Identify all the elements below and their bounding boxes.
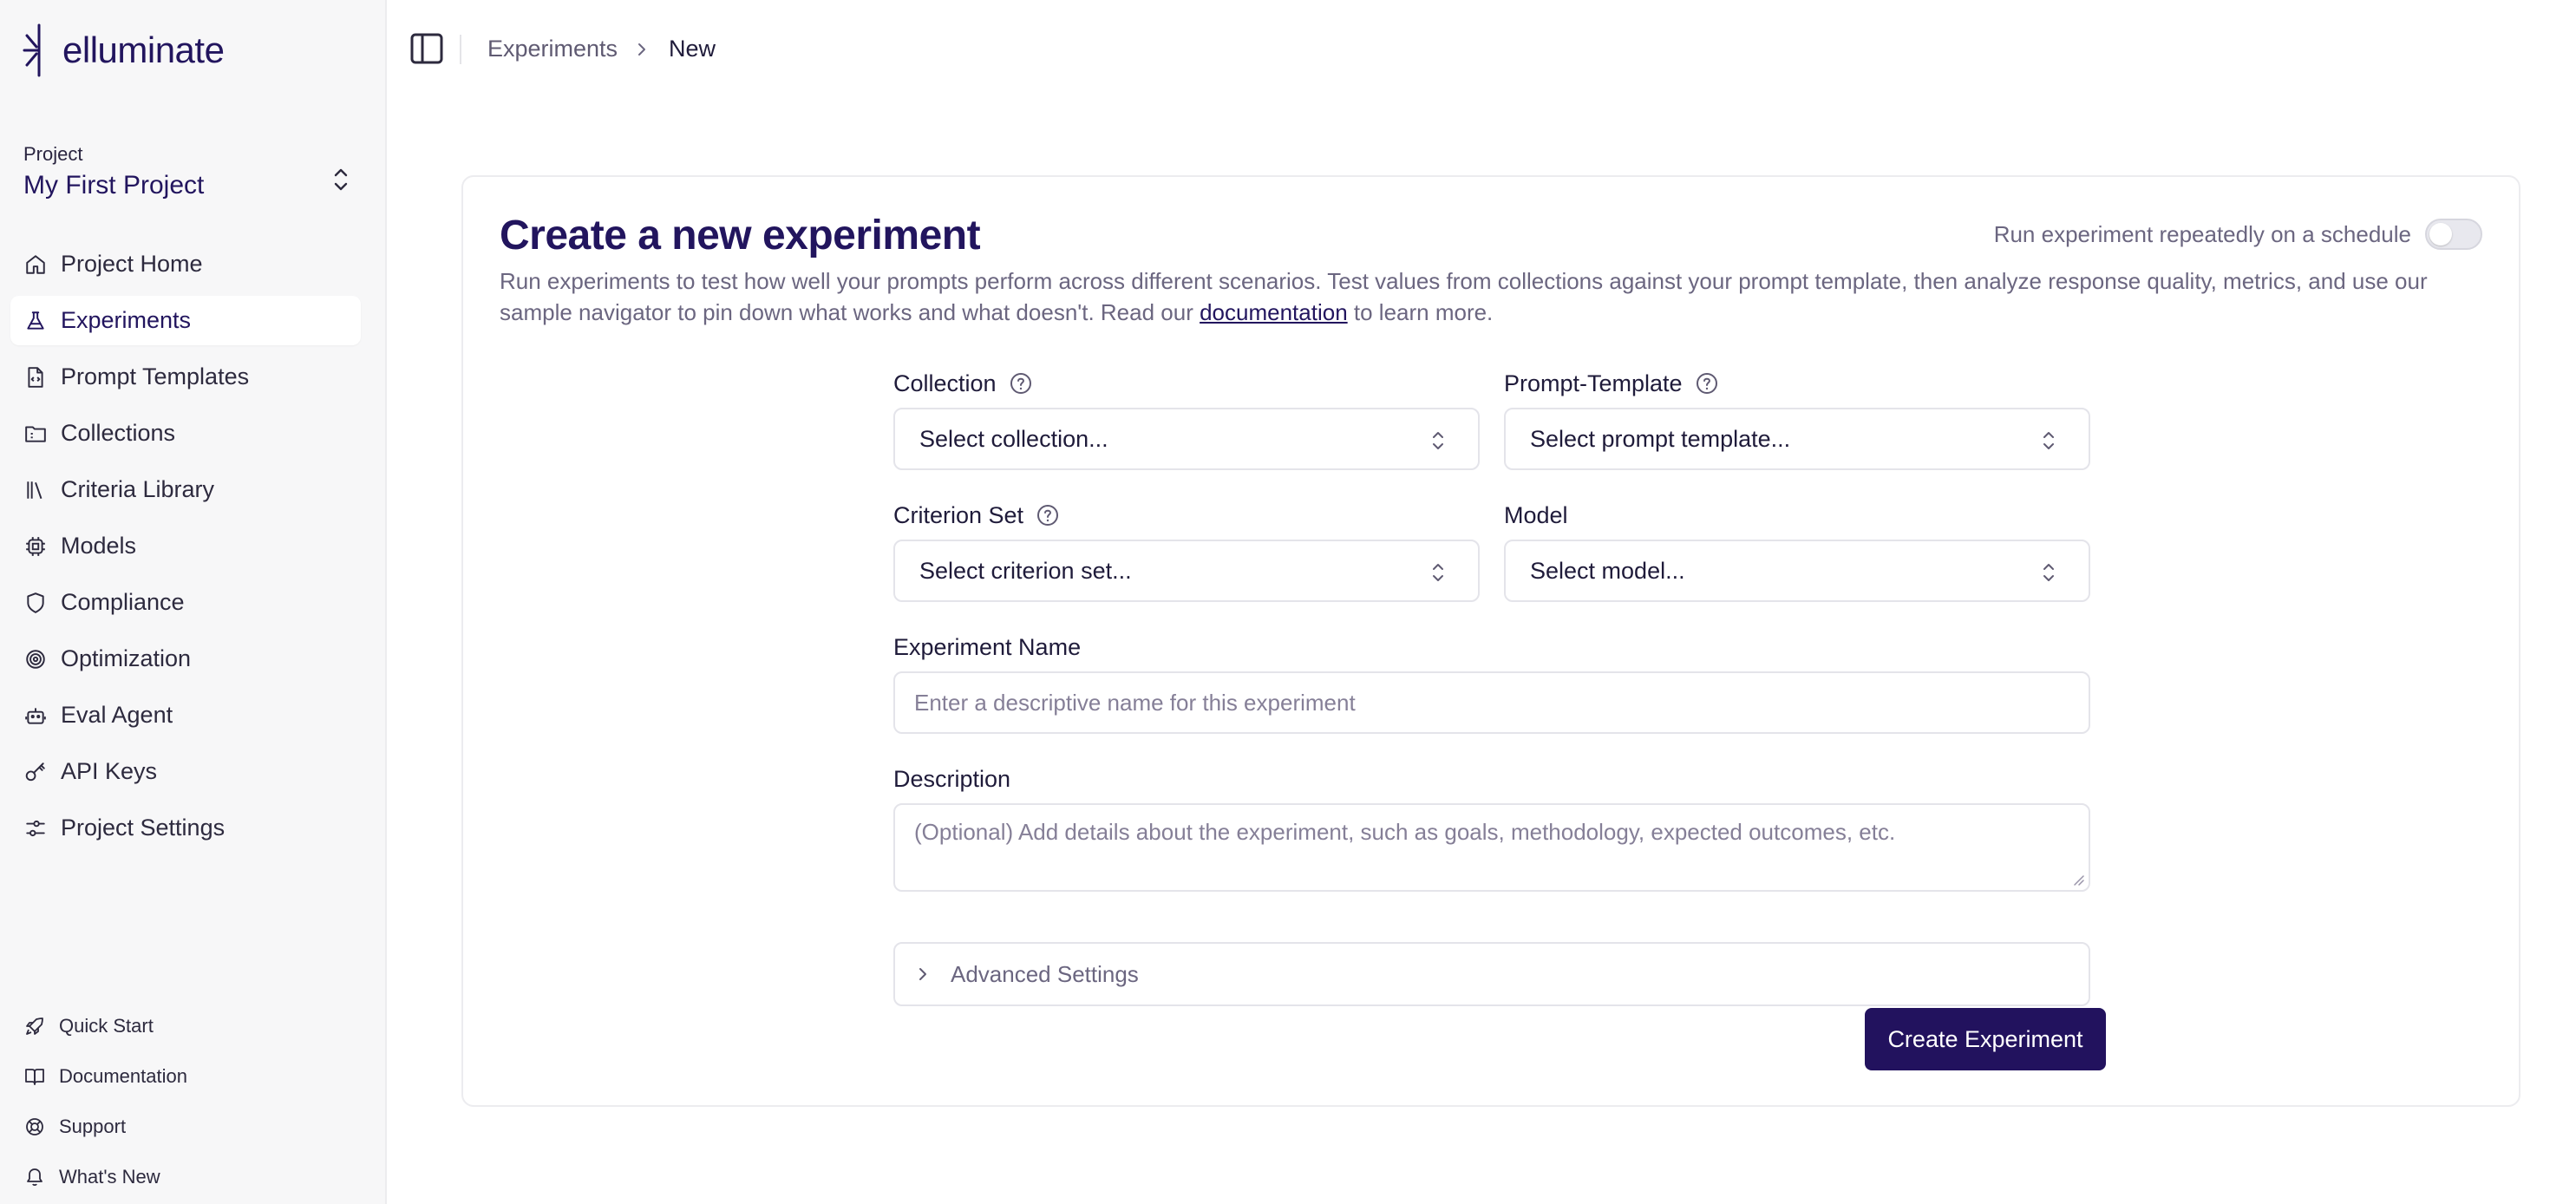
sidebar-item-label: Documentation [59,1065,187,1087]
sidebar-item-label: Project Settings [61,815,226,841]
sidebar-item-label: Project Home [61,251,203,277]
criterion-set-field [893,500,1480,602]
sidebar-item-label: Collections [61,420,176,446]
description-textarea[interactable] [893,803,2090,892]
sidebar-item-prompt-templates[interactable] [10,352,361,402]
sidebar-item-label: Experiments [61,307,192,333]
advanced-settings-toggle[interactable] [893,942,2090,1006]
documentation-link[interactable]: documentation [1200,299,1348,325]
page-title: Create a new experiment [500,213,981,258]
rocket-icon [23,1014,47,1038]
description-text: Run experiments to test how well your prompts perform across different scenarios. Test values from collections against your prompt template, then analyze response quality, metrics, and use our sample navigator to pin down what works and what doesn't. Read our [500,268,2428,325]
chevrons-up-down-icon [1429,429,1447,453]
collection-field [893,368,1480,470]
form-row [893,368,2090,470]
breadcrumb-experiments[interactable]: Experiments [487,36,618,62]
sidebar-item-label: Optimization [61,645,192,671]
criterion-set-label-row [893,500,1480,531]
description-field [893,763,2090,892]
prompt-template-select-value: Select prompt template... [1530,425,1791,452]
sidebar-item-label: Criteria Library [61,476,215,502]
book-icon [23,1064,47,1089]
target-icon [23,646,49,672]
criterion-set-select[interactable] [893,540,1480,602]
collection-label: Collection [893,370,997,396]
description-placeholder: (Optional) Add details about the experiment, such as goals, methodology, expected outcomes, etc. [914,819,1896,845]
library-icon [23,477,49,503]
main-content [387,0,2576,1204]
collection-label-row [893,368,1480,399]
top-bar [387,0,2576,101]
experiment-name-placeholder: Enter a descriptive name for this experiment [914,689,1356,716]
sidebar-item-label: API Keys [61,758,158,784]
model-label-row [1504,500,2090,531]
sidebar-item-models[interactable] [10,521,361,571]
collection-select-value: Select collection... [919,425,1108,452]
chevrons-up-down-icon [2040,560,2057,585]
sidebar-nav [10,239,361,860]
key-icon [23,759,49,785]
sidebar-item-label: Eval Agent [61,702,173,728]
advanced-settings-label: Advanced Settings [951,960,1139,987]
schedule-switch[interactable] [2425,219,2482,250]
page-description [500,265,2477,328]
brand-logo[interactable] [23,23,224,78]
sidebar-item-criteria-library[interactable] [10,465,361,514]
flask-icon [23,308,49,334]
brand-logo-icon [23,23,56,77]
sidebar-item-collections[interactable] [10,409,361,458]
create-experiment-card [461,175,2520,1107]
sidebar-item-support[interactable] [10,1105,361,1148]
schedule-label: Run experiment repeatedly on a schedule [1993,220,2411,247]
experiment-name-field [893,631,2090,734]
project-switcher[interactable] [23,143,353,213]
prompt-template-label-row [1504,368,2090,399]
sidebar-item-whats-new[interactable] [10,1155,361,1199]
bell-icon [23,1165,47,1189]
cpu-icon [23,533,49,559]
sidebar-item-project-home[interactable] [10,239,361,289]
sidebar-bottom-nav [10,1004,361,1204]
sidebar-item-label: Models [61,533,137,559]
help-circle-icon[interactable] [1036,503,1060,527]
sidebar-item-project-settings[interactable] [10,803,361,853]
chevrons-up-down-icon [2040,429,2057,453]
prompt-template-select[interactable] [1504,408,2090,470]
criterion-set-label: Criterion Set [893,501,1024,528]
sidebar-toggle-icon[interactable] [409,31,444,66]
create-experiment-button[interactable]: Create Experiment [1865,1008,2106,1070]
sidebar-item-label: What's New [59,1166,160,1188]
sidebar-item-label: Prompt Templates [61,363,250,389]
chevron-right-icon [914,964,932,985]
help-circle-icon[interactable] [1009,371,1033,396]
criterion-set-select-value: Select criterion set... [919,557,1132,584]
file-code-icon [23,364,49,390]
experiment-form [893,368,2090,1006]
help-circle-icon[interactable] [1695,371,1719,396]
sidebar-item-compliance[interactable] [10,578,361,627]
resize-handle-icon[interactable] [2071,873,2085,887]
sidebar-item-label: Compliance [61,589,185,615]
chevrons-up-down-icon [329,162,353,197]
sidebar-item-api-keys[interactable] [10,747,361,796]
prompt-template-field [1504,368,2090,470]
brand-name: elluminate [62,29,225,70]
chevron-right-icon [632,38,651,61]
sidebar-item-optimization[interactable] [10,634,361,684]
form-row [893,500,2090,602]
switch-knob [2429,223,2452,245]
model-field [1504,500,2090,602]
breadcrumb-current: New [669,36,716,62]
project-name: My First Project [23,171,205,200]
collection-select[interactable] [893,408,1480,470]
sidebar-item-experiments[interactable] [10,296,361,345]
home-icon [23,252,49,278]
experiment-name-label: Experiment Name [893,633,1082,660]
model-select-value: Select model... [1530,557,1685,584]
chevrons-up-down-icon [1429,560,1447,585]
model-select[interactable] [1504,540,2090,602]
bot-icon [23,703,49,729]
sidebar-item-eval-agent[interactable] [10,690,361,740]
schedule-toggle-group [1994,219,2482,250]
folder-icon [23,421,49,447]
shield-icon [23,590,49,616]
project-label: Project [23,143,83,165]
settings-sliders-icon [23,815,49,841]
model-label: Model [1504,501,1568,528]
experiment-name-input[interactable] [893,671,2090,734]
prompt-template-label: Prompt-Template [1504,370,1683,396]
sidebar-item-quick-start[interactable] [10,1004,361,1048]
description-label: Description [893,765,1011,792]
sidebar-item-label: Quick Start [59,1015,154,1037]
topbar-divider [460,35,461,64]
description-text-end: to learn more. [1347,299,1494,325]
sidebar-item-documentation[interactable] [10,1055,361,1098]
sidebar [0,0,387,1204]
sidebar-item-label: Support [59,1116,127,1137]
lifebuoy-icon [23,1115,47,1139]
